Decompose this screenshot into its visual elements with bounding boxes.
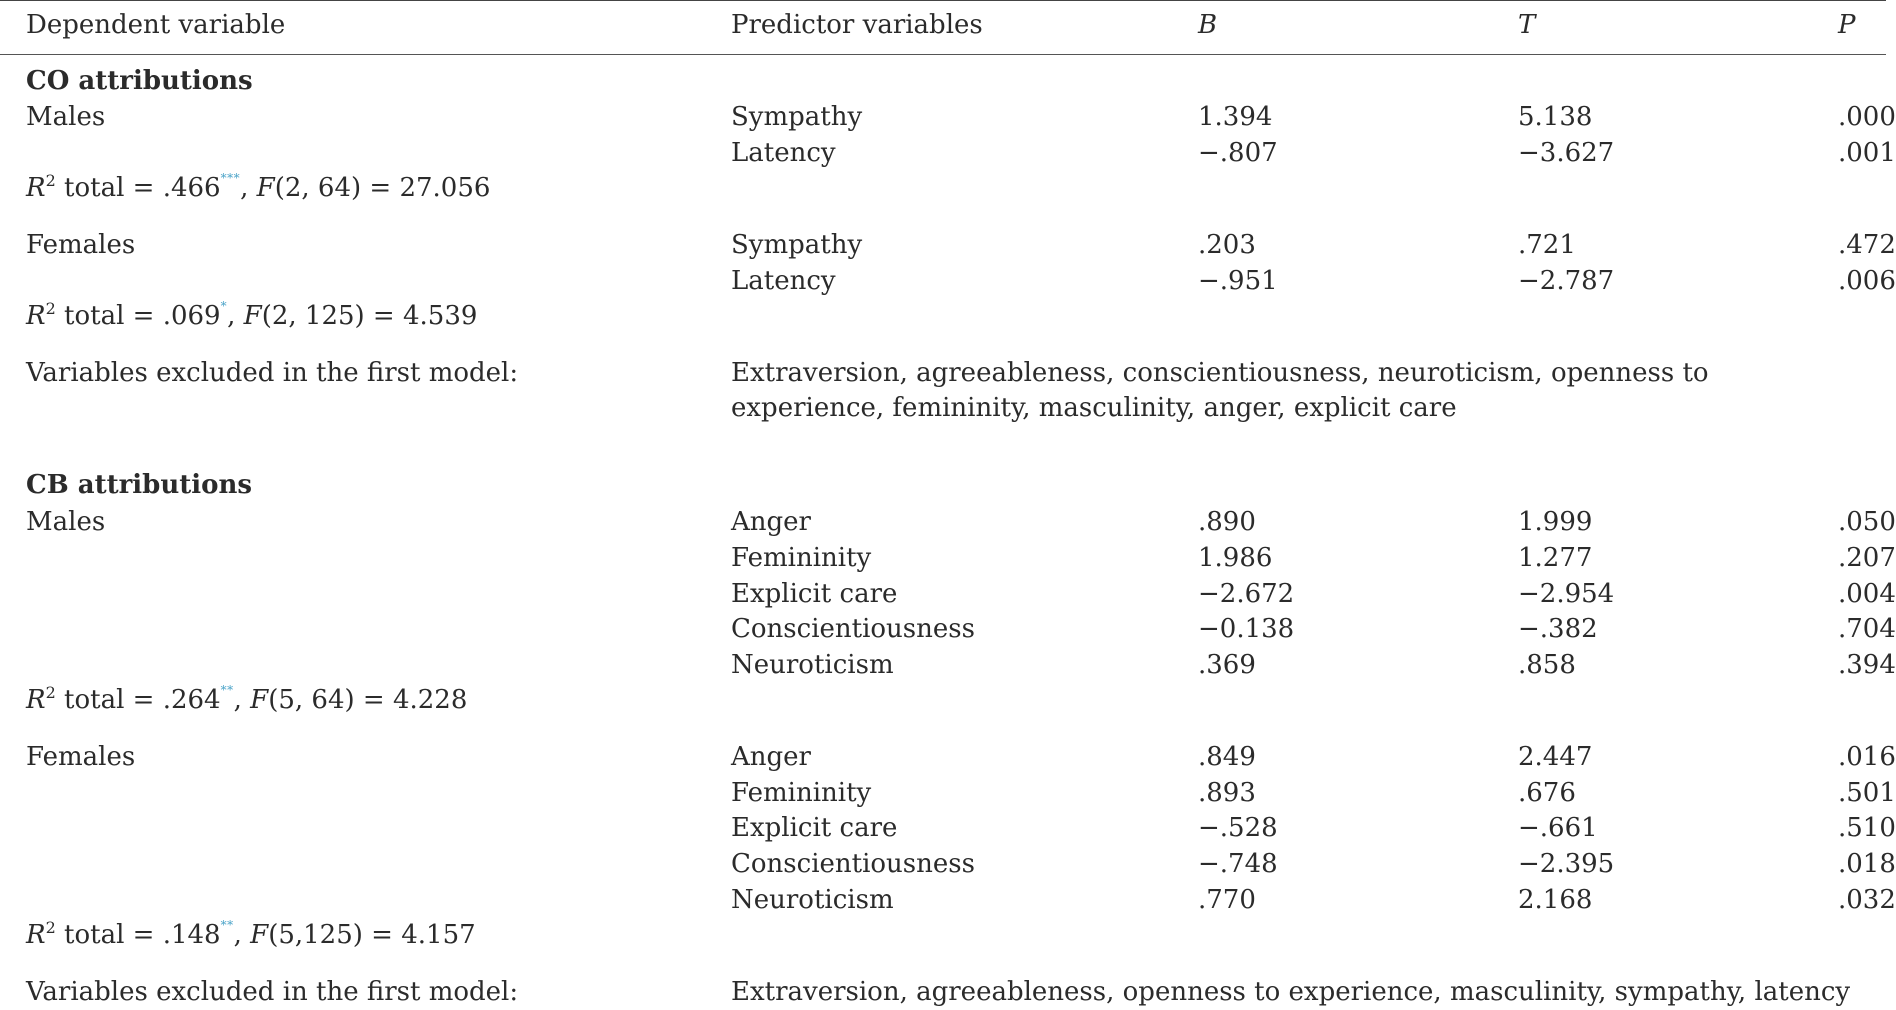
significance-stars: * [220,299,228,313]
group-label-females: Females [26,230,136,260]
significance-stars: ** [220,683,234,697]
b-value-cell: 1.986 [1198,543,1273,573]
excluded-label: Variables excluded in the first model: [26,358,519,388]
f-symbol: F [243,301,262,331]
p-value-cell: .472 [1838,230,1896,260]
r2-exponent: 2 [45,918,56,937]
predictor-cell: Femininity [731,778,872,808]
r2-total: total = .264 [55,685,221,715]
p-value-cell: .394 [1838,650,1896,680]
r2-symbol: R [26,685,46,715]
p-value-cell: .018 [1838,849,1896,879]
p-value-cell: .510 [1838,813,1896,843]
predictor-cell: Explicit care [731,579,898,609]
predictor-cell: Anger [731,742,811,772]
p-value-cell: .501 [1838,778,1896,808]
f-statistic: (5, 64) = 4.228 [268,685,468,715]
predictor-cell: Neuroticism [731,650,894,680]
p-value-cell: .207 [1838,543,1896,573]
b-value-cell: −.528 [1198,813,1278,843]
header-t: T [1518,10,1536,40]
f-prefix: , [240,173,257,203]
predictor-cell: Explicit care [731,813,898,843]
significance-stars: *** [220,171,241,185]
excluded-variables: Extraversion, agreeableness, openness to experience, masculinity, sympathy, latency [731,977,1851,1007]
t-value-cell: 1.999 [1518,507,1593,537]
b-value-cell: .770 [1198,885,1256,915]
p-value-cell: .004 [1838,579,1896,609]
significance-stars: ** [220,918,234,932]
table-header-rule [0,54,1886,55]
f-symbol: F [250,920,269,950]
b-value-cell: −0.138 [1198,614,1295,644]
b-value-cell: .893 [1198,778,1256,808]
r2-exponent: 2 [45,299,56,318]
f-prefix: , [227,301,244,331]
excluded-variables: Extraversion, agreeableness, conscientiousness, neuroticism, openness to experience, femininity, masculinity, anger, explicit care [731,358,1709,423]
r2-total: total = .466 [55,173,221,203]
predictor-cell: Neuroticism [731,885,894,915]
r2-summary [26,683,467,717]
t-value-cell: 2.447 [1518,742,1593,772]
r2-summary [26,171,490,205]
r2-total: total = .069 [55,301,221,331]
predictor-cell: Sympathy [731,102,863,132]
f-prefix: , [233,685,251,715]
t-value-cell: 1.277 [1518,543,1593,573]
b-value-cell: .849 [1198,742,1256,772]
r2-exponent: 2 [45,683,56,702]
header-b: B [1198,10,1218,40]
r2-symbol: R [26,173,46,203]
t-value-cell: −2.954 [1518,579,1615,609]
b-value-cell: −.807 [1198,138,1278,168]
p-value-cell: .050 [1838,507,1896,537]
p-value-cell: .016 [1838,742,1896,772]
b-value-cell: .890 [1198,507,1256,537]
p-value-cell: .032 [1838,885,1896,915]
t-value-cell: −2.395 [1518,849,1615,879]
t-value-cell: −.382 [1518,614,1598,644]
b-value-cell: −.748 [1198,849,1278,879]
r2-total: total = .148 [55,920,221,950]
excluded-label: Variables excluded in the first model: [26,977,519,1007]
t-value-cell: .858 [1518,650,1576,680]
r2-symbol: R [26,920,46,950]
f-statistic: (2, 125) = 4.539 [261,301,478,331]
header-dependent-variable: Dependent variable [26,10,286,40]
predictor-cell: Latency [731,266,836,296]
group-label-females: Females [26,742,136,772]
t-value-cell: .721 [1518,230,1576,260]
p-value-cell: .006 [1838,266,1896,296]
b-value-cell: −2.672 [1198,579,1295,609]
predictor-cell: Sympathy [731,230,863,260]
f-prefix: , [233,920,251,950]
predictor-cell: Conscientiousness [731,614,975,644]
section-title-co: CO attributions [26,66,253,96]
p-value-cell: .001 [1838,138,1896,168]
f-symbol: F [256,173,275,203]
r2-summary [26,918,476,952]
predictor-cell: Conscientiousness [731,849,975,879]
r2-summary [26,299,477,333]
t-value-cell: 2.168 [1518,885,1593,915]
t-value-cell: −3.627 [1518,138,1615,168]
b-value-cell: −.951 [1198,266,1278,296]
group-label-males: Males [26,102,106,132]
section-title-cb: CB attributions [26,470,253,500]
t-value-cell: 5.138 [1518,102,1593,132]
b-value-cell: .369 [1198,650,1256,680]
f-statistic: (5,125) = 4.157 [268,920,476,950]
t-value-cell: −2.787 [1518,266,1615,296]
predictor-cell: Latency [731,138,836,168]
b-value-cell: 1.394 [1198,102,1273,132]
t-value-cell: −.661 [1518,813,1598,843]
r2-exponent: 2 [45,171,56,190]
header-predictor-variables: Predictor variables [731,10,983,40]
p-value-cell: .000 [1838,102,1896,132]
header-p: P [1838,10,1856,40]
table-top-rule [0,0,1886,1]
predictor-cell: Anger [731,507,811,537]
b-value-cell: .203 [1198,230,1256,260]
t-value-cell: .676 [1518,778,1576,808]
p-value-cell: .704 [1838,614,1896,644]
r2-symbol: R [26,301,46,331]
f-symbol: F [250,685,269,715]
predictor-cell: Femininity [731,543,872,573]
f-statistic: (2, 64) = 27.056 [274,173,491,203]
group-label-males: Males [26,507,106,537]
